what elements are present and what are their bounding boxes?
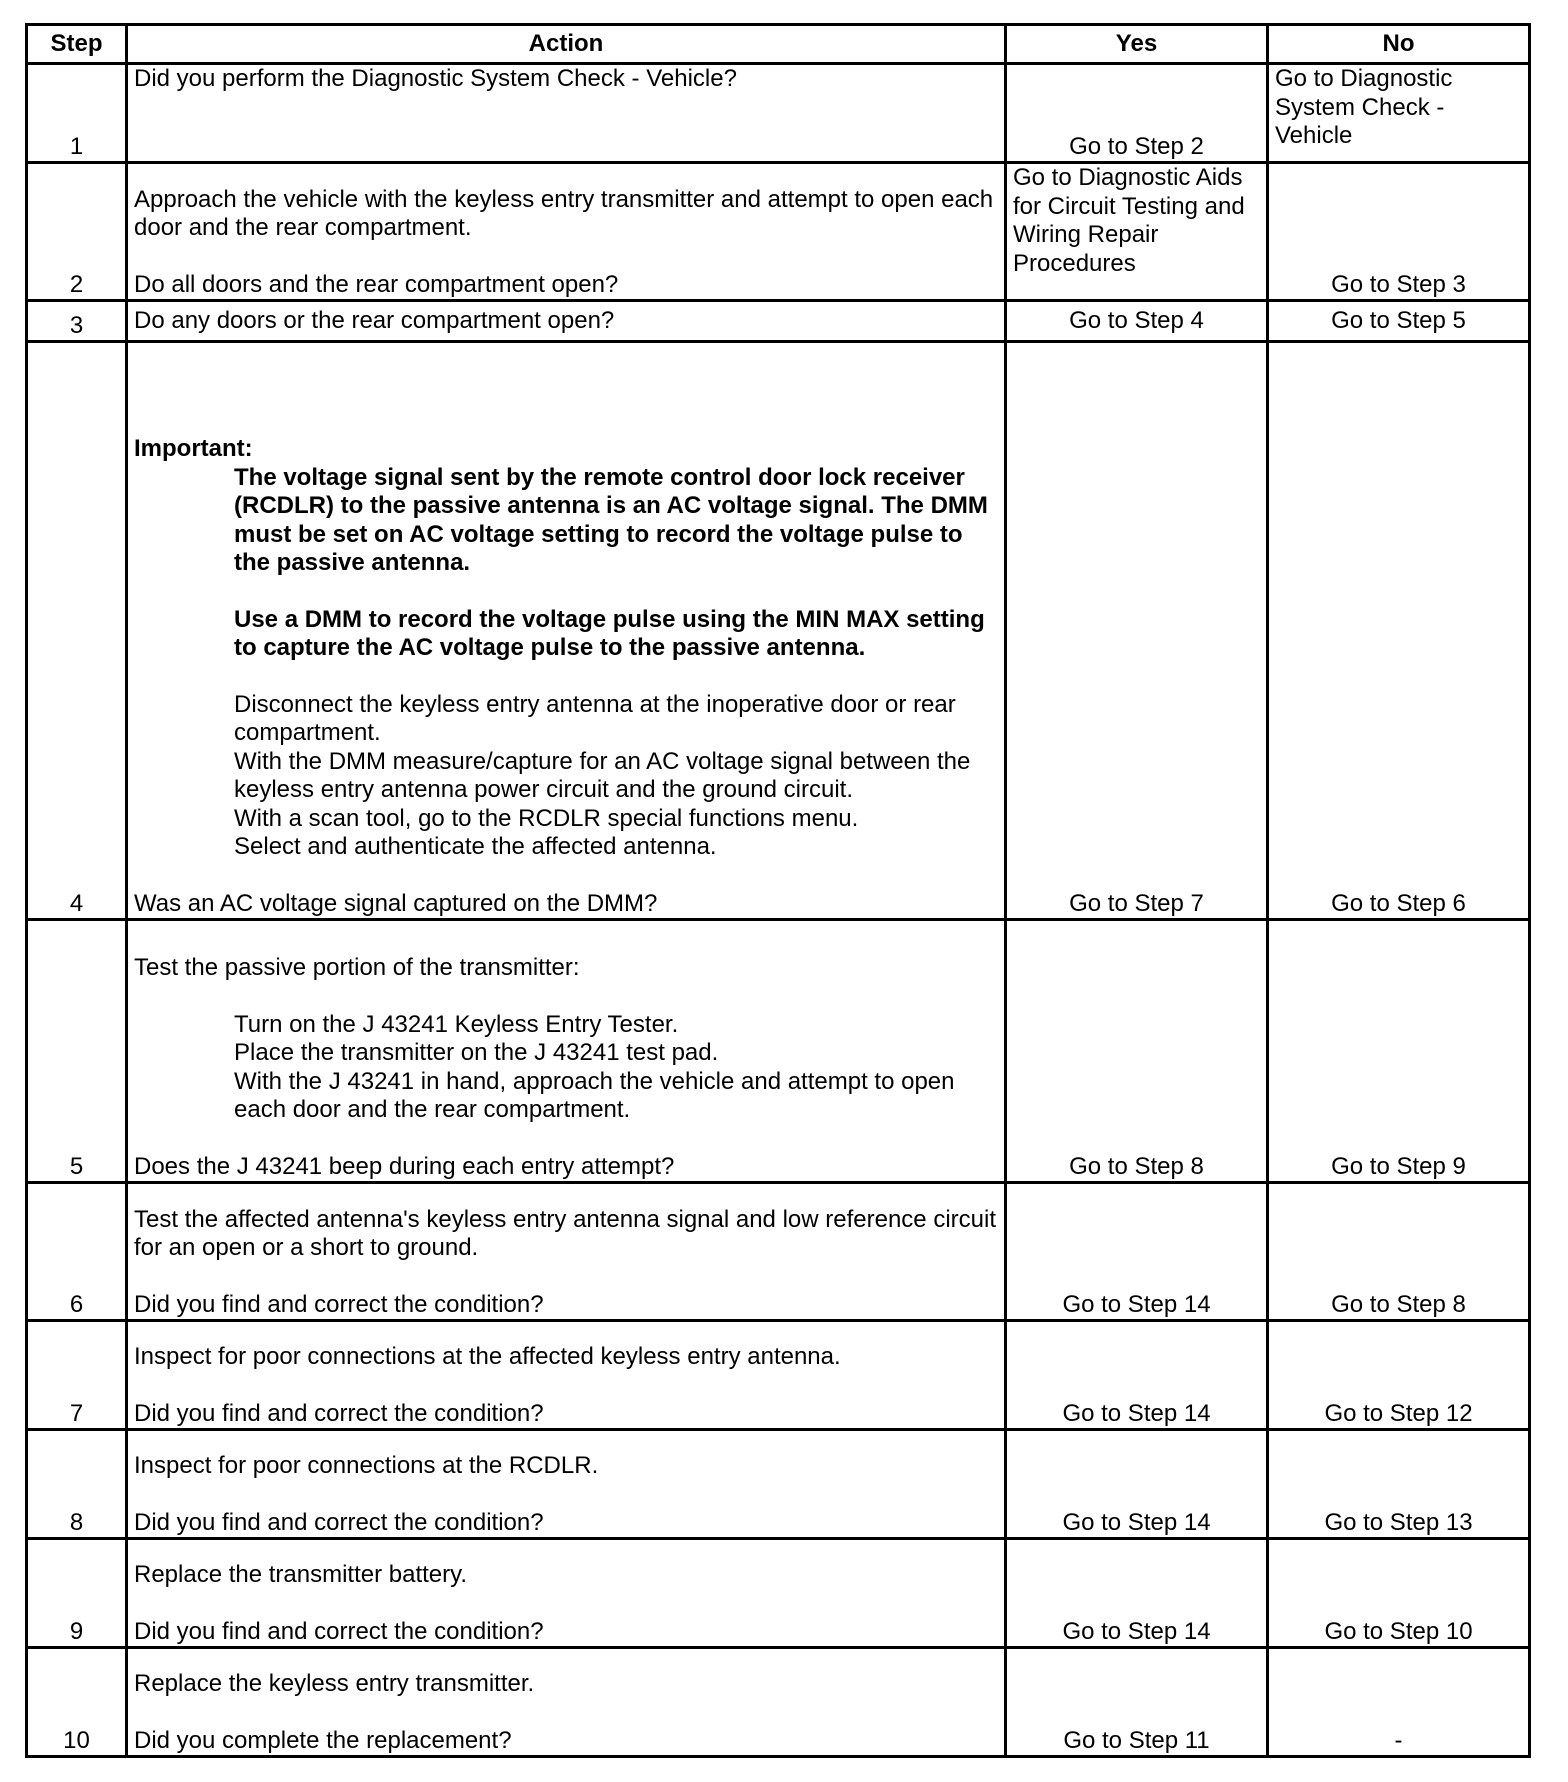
yes-cell: Go to Step 14 <box>1006 1183 1268 1321</box>
table-row <box>27 1183 1530 1321</box>
table-row <box>27 1321 1530 1430</box>
action-cell <box>127 64 1006 163</box>
yes-cell: Go to Step 14 <box>1006 1430 1268 1539</box>
step-number: 3 <box>27 301 127 342</box>
no-cell: Go to Step 10 <box>1268 1539 1530 1648</box>
table-row <box>27 342 1530 920</box>
action-question: Do any doors or the rear compartment open? <box>127 301 1006 342</box>
action-question: Do all doors and the rear compartment open? <box>134 270 619 298</box>
header-step: Step <box>27 25 127 64</box>
action-cell <box>127 1539 1006 1648</box>
yes-cell: Go to Step 7 <box>1006 342 1268 920</box>
yes-cell: Go to Step 14 <box>1006 1321 1268 1430</box>
step-number: 1 <box>27 64 127 163</box>
substep: With a scan tool, go to the RCDLR special functions menu. <box>234 804 859 832</box>
table-row <box>27 920 1530 1183</box>
header-action: Action <box>127 25 1006 64</box>
no-cell: Go to Step 8 <box>1268 1183 1530 1321</box>
action-cell <box>127 1430 1006 1539</box>
table-row <box>27 64 1530 163</box>
step-number: 8 <box>27 1430 127 1539</box>
substep: Select and authenticate the affected antenna. <box>234 833 717 860</box>
step-number: 10 <box>27 1648 127 1757</box>
substep: With the J 43241 in hand, approach the vehicle and attempt to open each door and the rear compartment. <box>234 1067 955 1123</box>
action-cell <box>127 1183 1006 1321</box>
header-row <box>27 25 1530 64</box>
no-cell: Go to Step 12 <box>1268 1321 1530 1430</box>
action-question: Did you perform the Diagnostic System Check - Vehicle? <box>134 65 737 92</box>
step-number: 6 <box>27 1183 127 1321</box>
action-question: Did you find and correct the condition? <box>134 1399 544 1427</box>
substep: Disconnect the keyless entry antenna at the inoperative door or rear compartment. <box>234 690 956 746</box>
action-text: Inspect for poor connections at the affected keyless entry antenna. <box>134 1343 841 1370</box>
yes-cell: Go to Step 11 <box>1006 1648 1268 1757</box>
action-cell <box>127 1321 1006 1430</box>
action-cell <box>127 920 1006 1183</box>
action-question: Does the J 43241 beep during each entry attempt? <box>134 1152 675 1180</box>
yes-cell: Go to Step 2 <box>1006 64 1268 163</box>
yes-cell: Go to Step 4 <box>1006 301 1268 342</box>
action-text: Replace the keyless entry transmitter. <box>134 1670 535 1697</box>
action-text: Approach the vehicle with the keyless entry transmitter and attempt to open each door and the rear compartment. <box>134 185 994 241</box>
no-cell: Go to Diagnostic System Check - Vehicle <box>1268 64 1530 163</box>
table-row <box>27 163 1530 301</box>
table-row <box>27 1539 1530 1648</box>
action-cell <box>127 342 1006 920</box>
yes-cell: Go to Step 14 <box>1006 1539 1268 1648</box>
action-cell <box>127 163 1006 301</box>
step-number: 2 <box>27 163 127 301</box>
yes-cell: Go to Diagnostic Aids for Circuit Testing and Wiring Repair Procedures <box>1006 163 1268 301</box>
no-cell: Go to Step 5 <box>1268 301 1530 342</box>
action-text: Inspect for poor connections at the RCDLR. <box>134 1452 599 1479</box>
important-note: Use a DMM to record the voltage pulse using the MIN MAX setting to capture the AC voltage pulse to the passive antenna. <box>234 605 985 661</box>
step-number: 7 <box>27 1321 127 1430</box>
important-label: Important: <box>134 435 253 462</box>
action-text: Replace the transmitter battery. <box>134 1561 468 1588</box>
no-cell: Go to Step 13 <box>1268 1430 1530 1539</box>
no-cell: Go to Step 9 <box>1268 920 1530 1183</box>
diagnostic-table <box>25 23 1531 1758</box>
action-text: Test the passive portion of the transmitter: <box>134 954 580 981</box>
no-cell: Go to Step 6 <box>1268 342 1530 920</box>
table-row <box>27 301 1530 342</box>
action-question: Did you find and correct the condition? <box>134 1508 544 1536</box>
substep: Turn on the J 43241 Keyless Entry Tester. <box>234 1010 679 1038</box>
step-number: 5 <box>27 920 127 1183</box>
no-cell: - <box>1268 1648 1530 1757</box>
substep: With the DMM measure/capture for an AC voltage signal between the keyless entry antenna power circuit and the ground circuit. <box>234 747 971 803</box>
no-cell: Go to Step 3 <box>1268 163 1530 301</box>
yes-cell: Go to Step 8 <box>1006 920 1268 1183</box>
step-number: 4 <box>27 342 127 920</box>
action-text: Test the affected antenna's keyless entry antenna signal and low reference circuit for an open or a short to ground. <box>134 1205 996 1261</box>
action-cell <box>127 1648 1006 1757</box>
action-question: Did you find and correct the condition? <box>134 1290 544 1318</box>
step-number: 9 <box>27 1539 127 1648</box>
table-row <box>27 1430 1530 1539</box>
table-row <box>27 1648 1530 1757</box>
substep: Place the transmitter on the J 43241 test pad. <box>234 1039 719 1066</box>
action-question: Did you complete the replacement? <box>134 1726 512 1754</box>
important-note: The voltage signal sent by the remote control door lock receiver (RCDLR) to the passive antenna is an AC voltage signal. The DMM must be set on AC voltage setting to record the voltage pulse to the passive antenna. <box>234 463 988 576</box>
action-question: Did you find and correct the condition? <box>134 1617 544 1645</box>
header-no: No <box>1268 25 1530 64</box>
action-question: Was an AC voltage signal captured on the DMM? <box>134 889 658 917</box>
header-yes: Yes <box>1006 25 1268 64</box>
